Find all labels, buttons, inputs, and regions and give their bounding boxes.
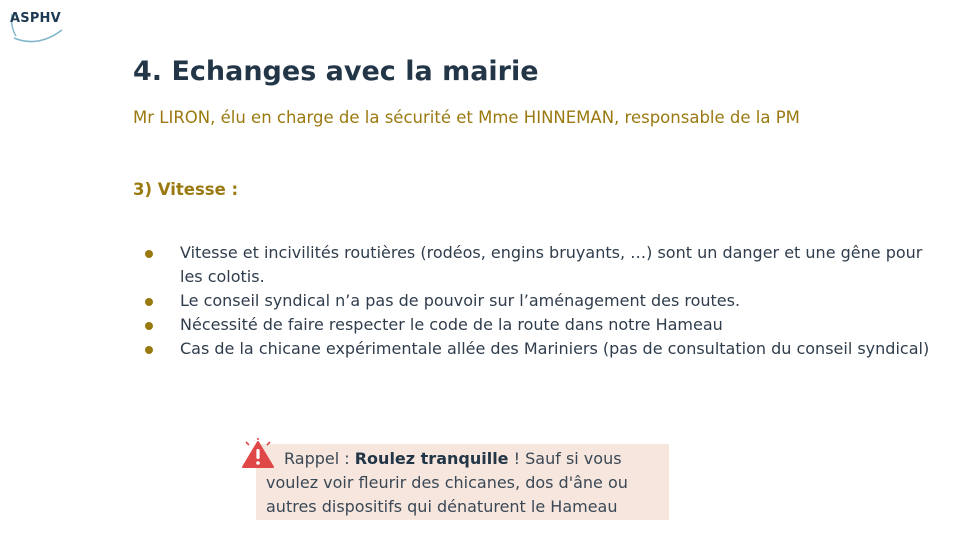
bullet-text: Nécessité de faire respecter le code de la route dans notre Hameau [180,315,723,334]
section-heading: 3) Vitesse : [133,180,239,199]
logo-text: ASPHV [10,11,61,26]
callout-text [266,447,666,519]
slide-subtitle: Mr LIRON, élu en charge de la sécurité et Mme HINNEMAN, responsable de la PM [133,108,800,127]
reminder-callout [256,444,669,520]
asphv-logo [8,8,66,40]
list-item [133,313,933,337]
list-item [133,289,933,313]
bullet-text: Vitesse et incivilités routières (rodéos, engins bruyants, …) sont un danger et une gêne pour les colotis. [180,243,923,286]
bullet-dot-icon [145,298,153,306]
callout-emphasis: Roulez tranquille [354,449,509,468]
callout-prefix: Rappel : [284,449,355,468]
bullet-text: Le conseil syndical n’a pas de pouvoir sur l’aménagement des routes. [180,291,741,310]
list-item [133,337,933,361]
warning-icon [240,438,276,470]
bullet-text: Cas de la chicane expérimentale allée des Mariniers (pas de consultation du conseil syndical) [180,339,930,358]
slide-title: 4. Echanges avec la mairie [133,56,539,87]
bullet-list [133,241,933,361]
list-item [133,241,933,289]
bullet-dot-icon [145,346,153,354]
bullet-dot-icon [145,322,153,330]
bullet-dot-icon [145,250,153,258]
callout-suffix: ! Sauf si vous voulez voir fleurir des chicanes, dos d'âne ou autres dispositifs qui dénaturent le Hameau [266,449,628,516]
